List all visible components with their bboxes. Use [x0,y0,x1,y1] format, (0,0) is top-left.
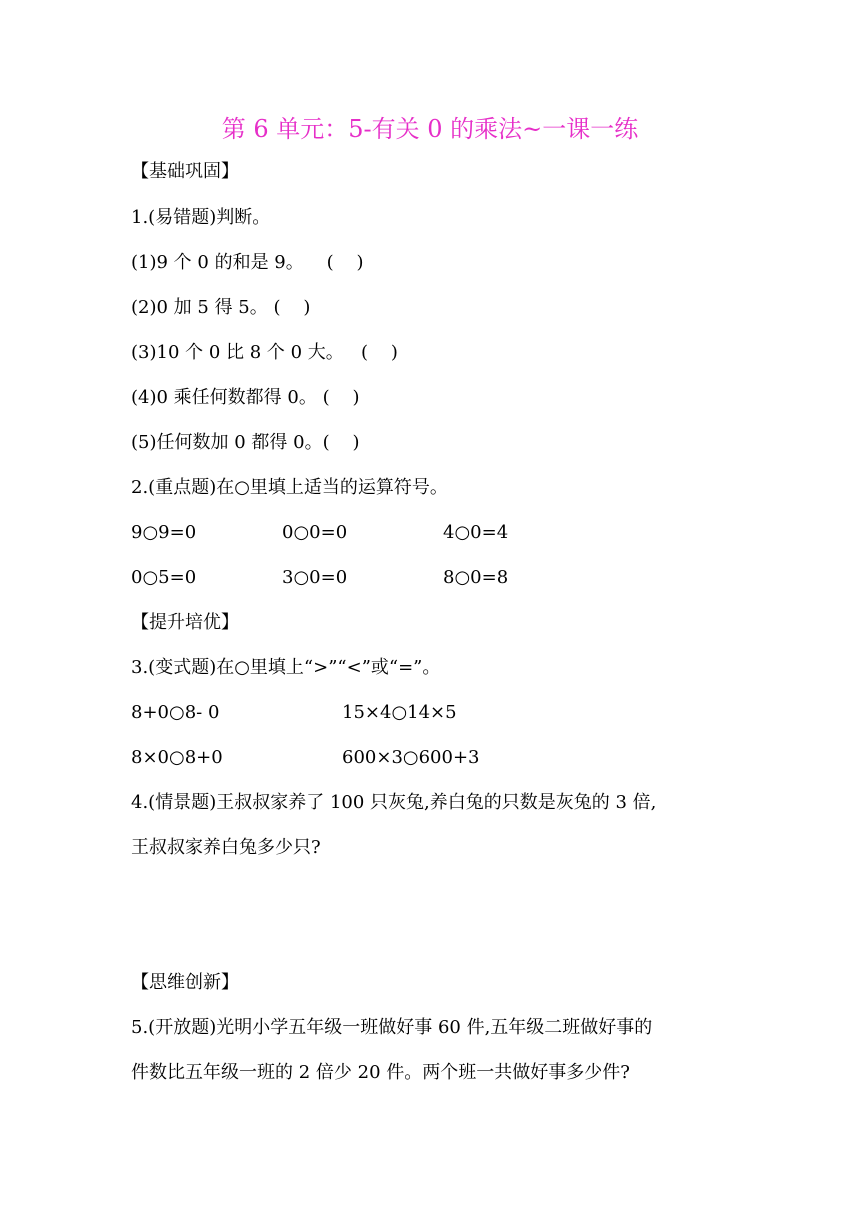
question-2-expression: 0○0=0 [282,522,348,543]
question-2-expression: 8○0=8 [443,567,509,588]
question-5-line: 5.(开放题)光明小学五年级一班做好事 60 件,五年级二班做好事的 [131,1017,653,1038]
section-heading-advanced: 【提升培优】 [131,612,239,633]
question-2-expression: 3○0=0 [282,567,348,588]
question-1-item: (3)10 个 0 比 8 个 0 大。 ( ) [131,342,398,363]
section-heading-basic: 【基础巩固】 [131,161,239,182]
question-4-line: 王叔叔家养白兔多少只? [131,837,321,858]
question-3-expression: 600×3○600+3 [342,747,480,768]
page-title: 第 6 单元：5-有关 0 的乘法~一课一练 [221,115,639,143]
question-3-expression: 8+0○8- 0 [131,702,220,723]
question-5-line: 件数比五年级一班的 2 倍少 20 件。两个班一共做好事多少件? [131,1062,630,1083]
question-4-line: 4.(情景题)王叔叔家养了 100 只灰兔,养白兔的只数是灰兔的 3 倍, [131,792,657,813]
question-2-stem: 2.(重点题)在○里填上适当的运算符号。 [131,477,448,498]
question-3-expression: 15×4○14×5 [342,702,457,723]
question-1-item: (4)0 乘任何数都得 0。 ( ) [131,387,360,408]
question-1-item: (2)0 加 5 得 5。 ( ) [131,297,311,318]
question-2-expression: 0○5=0 [131,567,197,588]
section-heading-creative: 【思维创新】 [131,972,239,993]
question-1-item: (5)任何数加 0 都得 0。( ) [131,432,360,453]
question-2-expression: 9○9=0 [131,522,197,543]
question-1-stem: 1.(易错题)判断。 [131,207,271,228]
question-3-expression: 8×0○8+0 [131,747,223,768]
question-2-expression: 4○0=4 [443,522,509,543]
question-1-item: (1)9 个 0 的和是 9。 ( ) [131,252,364,273]
question-3-stem: 3.(变式题)在○里填上“>”“<”或“=”。 [131,657,441,678]
